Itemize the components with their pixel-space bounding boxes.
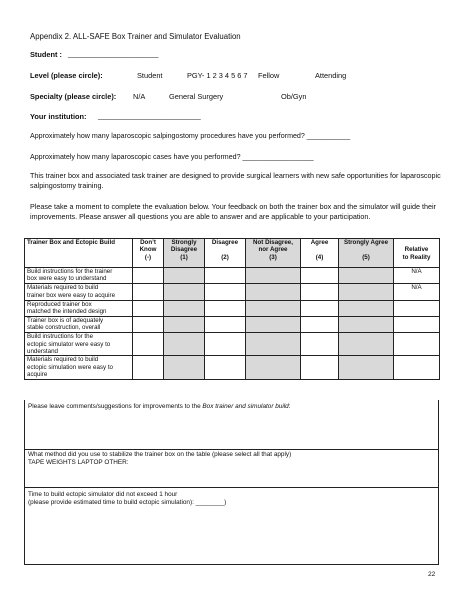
rating-cell[interactable] [339,316,394,332]
rating-cell[interactable] [339,268,394,284]
rating-cell[interactable] [164,356,205,379]
specialty-label: Specialty (please circle): [30,92,117,101]
rating-cell[interactable] [301,333,339,356]
rating-cell[interactable] [133,333,164,356]
table-row [25,268,440,284]
row-label: Build instructions for the ectopic simulator were easy to understand [25,333,133,356]
relative-cell[interactable]: N/A [394,268,440,284]
rating-cell[interactable] [205,333,246,356]
rating-cell[interactable] [301,300,339,316]
student-field[interactable]: ______________________ [68,49,159,58]
rating-cell[interactable] [246,284,301,300]
rating-cell[interactable] [246,268,301,284]
rating-cell[interactable] [301,316,339,332]
comments-prompt: Please leave comments/suggestions for improvements to the Box trainer and simulator build: [28,403,291,410]
question-laparoscopic-count[interactable]: Approximately how many laparoscopic cases have you performed? __________________ [30,153,314,161]
institution-field[interactable]: _________________________ [98,111,201,120]
intro-paragraph: This trainer box and associated task trainer are designed to provide surgical learners with new safe opportunities for laparoscopic salpingostomy training. [30,171,441,190]
table-header-row [25,239,440,268]
level-option-student[interactable]: Student [137,71,163,80]
rating-cell[interactable] [205,356,246,379]
table-row [25,316,440,332]
row-label: Reproduced trainer box matched the intended design [25,300,133,316]
stabilize-method-box[interactable] [24,450,439,488]
relative-cell[interactable] [394,333,440,356]
stabilize-question: What method did you use to stabilize the trainer box on the table (please select all that apply) [28,451,292,458]
rating-cell[interactable] [339,300,394,316]
rating-cell[interactable] [164,316,205,332]
relative-cell[interactable] [394,300,440,316]
rating-cell[interactable] [164,333,205,356]
header-disagree: Disagree (2) [205,239,246,268]
specialty-option-general-surgery[interactable]: General Surgery [169,92,224,101]
rating-cell[interactable] [246,316,301,332]
rating-cell[interactable] [164,284,205,300]
comments-box[interactable] [24,400,439,450]
header-agree: Agree (4) [301,239,339,268]
row-label: Materials required to build ectopic simulation were easy to acquire [25,356,133,379]
instructions-paragraph: Please take a moment to complete the evaluation below. Your feedback on both the trainer box and the simulator will guide their improvements. Please answer all questions you are able to answer and are applicable to your participation. [30,202,436,221]
table-row [25,333,440,356]
row-label: Materials required to build trainer box were easy to acquire [25,284,133,300]
question-salpingostomy-count[interactable]: Approximately how many laparoscopic salpingostomy procedures have you performed? ___________ [30,132,351,140]
rating-cell[interactable] [164,300,205,316]
evaluation-table [24,238,440,380]
level-option-fellow[interactable]: Fellow [258,71,280,80]
relative-cell[interactable]: N/A [394,284,440,300]
specialty-option-obgyn[interactable]: Ob/Gyn [281,92,307,101]
level-option-pgy[interactable]: PGY- 1 2 3 4 5 6 7 [187,71,248,80]
table-row [25,356,440,379]
rating-cell[interactable] [133,356,164,379]
rating-cell[interactable] [246,333,301,356]
rating-cell[interactable] [205,284,246,300]
header-relative-to-reality: Relative to Reality [394,239,440,268]
rating-cell[interactable] [133,316,164,332]
row-label: Trainer box is of adequately stable construction, overall [25,316,133,332]
rating-cell[interactable] [246,356,301,379]
rating-cell[interactable] [246,300,301,316]
student-label: Student : [30,50,63,59]
rating-cell[interactable] [339,333,394,356]
rating-cell[interactable] [133,284,164,300]
rating-cell[interactable] [133,300,164,316]
rating-cell[interactable] [164,268,205,284]
specialty-option-na[interactable]: N/A [133,92,146,101]
header-dont-know: Don’t Know (-) [133,239,164,268]
institution-label: Your institution: [30,112,87,121]
stabilize-options[interactable]: TAPE WEIGHTS LAPTOP OTHER: [28,459,129,466]
table-row [25,300,440,316]
relative-cell[interactable] [394,316,440,332]
page-number: 22 [428,571,436,578]
rating-cell[interactable] [205,268,246,284]
rating-cell[interactable] [205,300,246,316]
level-option-attending[interactable]: Attending [315,71,347,80]
table-row [25,284,440,300]
rating-cell[interactable] [339,356,394,379]
rating-cell[interactable] [301,284,339,300]
rating-cell[interactable] [301,268,339,284]
header-trainer-box: Trainer Box and Ectopic Build [25,239,133,268]
rating-cell[interactable] [133,268,164,284]
rating-cell[interactable] [339,284,394,300]
build-time-line-2[interactable]: (please provide estimated time to build ectopic simulation): ________) [28,499,227,506]
row-label: Build instructions for the trainer box were easy to understand [25,268,133,284]
page-title: Appendix 2. ALL-SAFE Box Trainer and Simulator Evaluation [30,32,241,41]
rating-cell[interactable] [205,316,246,332]
header-strongly-disagree: Strongly Disagree (1) [164,239,205,268]
build-time-line-1: Time to build ectopic simulator did not exceed 1 hour [28,491,178,498]
rating-cell[interactable] [301,356,339,379]
build-time-box[interactable] [24,488,439,565]
relative-cell[interactable] [394,356,440,379]
header-neutral: Not Disagree, nor Agree (3) [246,239,301,268]
header-strongly-agree: Strongly Agree (5) [339,239,394,268]
level-label: Level (please circle): [30,71,103,80]
